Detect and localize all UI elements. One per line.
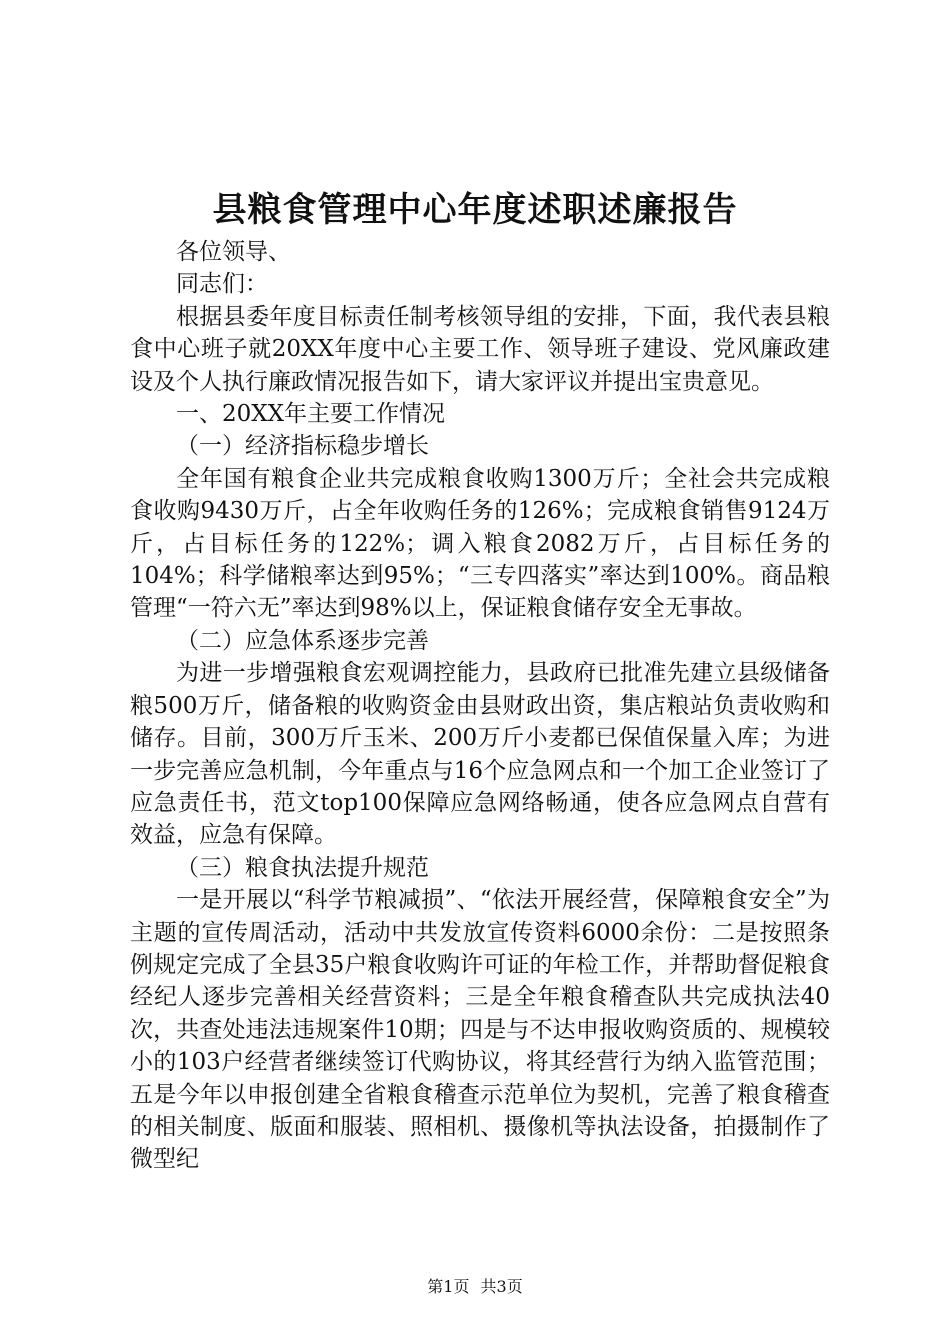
salutation-line-1: 各位领导、 [176,239,291,265]
subsection-heading-3: （三）粮食执法提升规范 [176,854,429,881]
subsection-heading-2: （二）应急体系逐步完善 [176,627,429,654]
section-heading-1: 一、20XX年主要工作情况 [176,401,446,428]
page-footer [0,1276,950,1298]
document-title: 县粮食管理中心年度述职述廉报告 [212,190,738,230]
law-enforcement-paragraph: 一是开展以“科学节粮减损”、“依法开展经营，保障粮食安全”为主题的宣传周活动，活动中共发放宣传资料6000余份：二是按照条例规定完成了全县35户粮食收购许可证的年检工作，并帮助督促粮食经纪人逐步完善相关经营资料；三是全年粮食稽查队共完成执法40次，共查处违法违规案件10期；四是与不达申报收购资质的、规模较小的103户经营者继续签订代购协议，将其经营行为纳入监管范围；五是今年以申报创建全省粮食稽查示范单位为契机，完善了粮食稽查的相关制度、版面和服装、照相机、摄像机等执法设备，拍摄制作了微型纪 [130,887,830,1173]
emergency-system-paragraph: 为进一步增强粮食宏观调控能力，县政府已批准先建立县级储备粮500万斤，储备粮的收购资金由县财政出资，集店粮站负责收购和储存。目前，300万斤玉米、200万斤小麦都已保值保量入库；为进一步完善应急机制，今年重点与16个应急网点和一个加工企业签订了应急责任书，范文top100保障应急网络畅通，使各应急网点自营有效益，应急有保障。 [130,660,830,849]
page-number: 第1页 [427,1277,470,1296]
economic-indicators-paragraph: 全年国有粮食企业共完成粮食收购1300万斤；全社会共完成粮食收购9430万斤，占全年收购任务的126%；完成粮食销售9124万斤，占目标任务的122%；调入粮食2082万斤，占目标任务的104%；科学储粮率达到95%；“三专四落实”率达到100%。商品粮管理“一符六无”率达到98%以上，保证粮食储存安全无事故。 [130,465,830,622]
subsection-heading-1: （一）经济指标稳步增长 [176,433,429,460]
page-total: 共3页 [480,1277,523,1296]
intro-paragraph: 根据县委年度目标责任制考核领导组的安排，下面，我代表县粮食中心班子就20XX年度中心主要工作、领导班子建设、党风廉政建设及个人执行廉政情况报告如下，请大家评议并提出宝贵意见。 [130,303,830,395]
salutation-line-2: 同志们： [176,271,268,298]
document-body [130,236,830,1176]
